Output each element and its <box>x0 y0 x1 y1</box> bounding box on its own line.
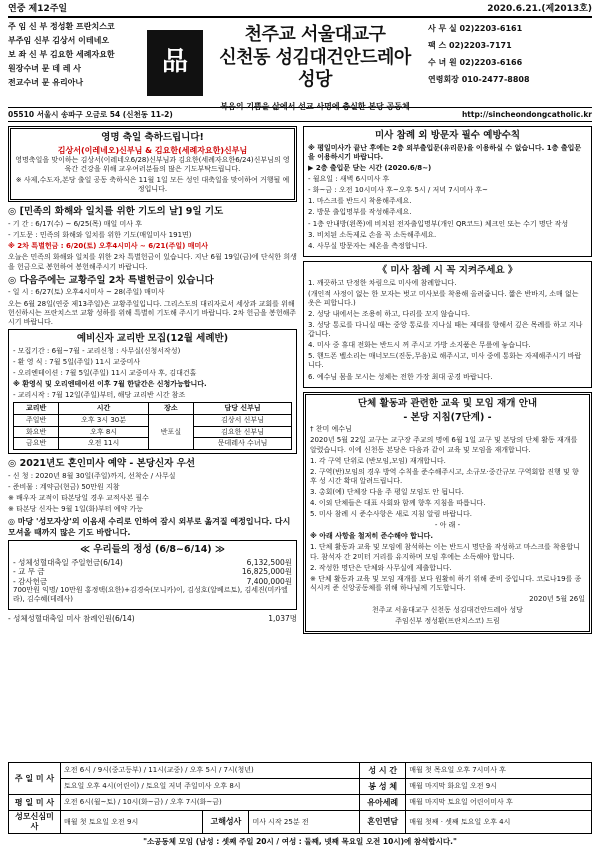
guidelines-body: 2020년 5월 22일 교구는 교구장 주교의 명에 6월 1일 교구 및 본당의 단체 활동 재개를 알렸습니다. 이에 신천동 본당은 다음과 같이 교육 및 모임을 재개합니다. <box>310 436 578 454</box>
table-cell: 오후 3시 30분 <box>59 414 148 426</box>
mass-rule: - 월요일 : 새벽 6시미사 후 <box>308 175 390 184</box>
etiquette-rule: 4. 미사 중 휴대 전화는 반드시 꺼 주시고 가방 소지품은 무릎에 놓습니다. <box>308 341 531 350</box>
etiquette-title: 《 미사 참례 시 꼭 지켜주세요 》 <box>377 264 518 276</box>
table-row <box>14 414 292 426</box>
mass-rule: ▶ 2층 출입문 닫는 시간 (2020.6/8~) <box>308 164 432 173</box>
schedule-label: 주 일 미 사 <box>9 763 61 795</box>
postal-address: 05510 서울시 송파구 오금로 54 (신천동 11-2) <box>8 110 173 119</box>
contact-convent: 수 녀 원 02)2203-6166 <box>428 58 523 67</box>
community-footnote: "소공동체 모임 (남성 : 셋째 주일 20시 / 여성 : 둘째, 넷째 목요일 오전 10시)에 참석합시다." <box>143 837 457 846</box>
diocese-title: 천주교 서울대교구 <box>244 24 386 45</box>
guideline-item: 1. 각 구역 단위로 (반모임,모임) 재개합니다. <box>310 456 446 465</box>
etiquette-rule: 3. 성당 통로를 다니실 때는 중앙 통로를 지나실 때는 제대를 향해서 깊은 목례를 하고 지나갑니다. <box>308 321 583 339</box>
table-row <box>9 779 592 795</box>
staff-line: 주 임 신 부 정성환 프란치스코 <box>8 22 115 31</box>
etiquette-rule: (개인적 사정이 없는 한 모자는 벗고 미사보를 착용해 올려줍니다. 짧은 반바지, 소매 없는 옷은 피합니다.) <box>308 289 579 307</box>
staff-list <box>8 18 140 107</box>
prayer-body: 오늘은 민족의 화해와 일치를 위한 2차 특별헌금이 있습니다. 지난 6월 19일(금)에 단식한 희생을 헌금으로 봉헌하여 봉헌해주시기 바랍니다. <box>8 253 297 271</box>
guidelines-intro: † 찬미 예수님 <box>310 425 352 434</box>
catechumen-line: - 환 영 식 : 7월 5일(주일) 11시 교중미사 <box>13 357 141 366</box>
catechumen-line: ※ 환영식 및 오리엔테이션 이후 7월 한달간은 신청가능합니다. <box>13 380 207 388</box>
schedule-label: 고해성사 <box>203 811 249 834</box>
header <box>8 16 592 111</box>
mass-rule: - 화~금 : 오전 10시미사 후~오후 5시 / 저녁 7시미사 후~ <box>308 186 488 195</box>
schedule-value: 미사 시작 25분 전 <box>249 811 360 834</box>
table-cell: 금요반 <box>14 438 59 450</box>
logo-glyph: 品 <box>161 47 188 78</box>
staff-line: 보 좌 신 부 김요한 세례자요한 <box>8 50 115 59</box>
parish-title: 신천동 성김대건안드레아 성당 <box>219 46 411 90</box>
mass-rule: 4. 사무실 방문자는 체온을 측정합니다. <box>308 241 428 250</box>
guideline-item: 4. 이외 단체들은 대표 사회와 함께 향후 지침을 따릅니다. <box>310 499 486 508</box>
issue-date: 2020.6.21.(제2013호) <box>487 4 592 14</box>
catechism-table <box>13 402 292 450</box>
wedding-line: - 신 청 : 2020년 8월 30일(주일)까지, 선착순 / 사무실 <box>8 472 176 481</box>
feast-title: 영명 축일 축하드립니다! <box>101 132 204 143</box>
statue-notice: ◎ 마당 '성모자상'의 이음새 수리로 인하여 잠시 외부로 옮겨질 예정입니다. 다시 모셔올 때까지 많은 기도 바랍니다. <box>8 517 291 537</box>
schedule-value: 매월 마지막 토요일 어린이미사 후 <box>406 795 592 811</box>
contact-funeral: 연령회장 010-2477-8808 <box>428 75 530 84</box>
prayer-line: - 기 간 : 6/17(수) ~ 6/25(목) 매일 미사 후 <box>8 220 142 229</box>
offering-label: - 성체성혈대축일 주일헌금(6/14) <box>13 558 123 568</box>
staff-line: 부주임 신부 김상서 이테네오 <box>8 36 110 45</box>
feast-box <box>8 126 297 202</box>
table-header: 교리반 <box>14 403 59 415</box>
contact-fax: 팩 스 02)2203-7171 <box>428 41 512 50</box>
schedule-value: 오전 6시(월~토) / 10시(화~금) / 오후 7시(화~금) <box>61 795 360 811</box>
table-cell: 주일반 <box>14 414 59 426</box>
schedule-label: 평 일 미 사 <box>9 795 61 811</box>
guideline-item: 2. 구역(반)모임의 경우 방역 수칙을 준수해주시고, 소규모·중간규모 구역회합 진행 및 향후 성 시간 확대 알려드립니다. <box>310 467 579 485</box>
guideline-item: 2. 작성한 명단은 단체와 사무실에 제출합니다. <box>310 563 452 572</box>
mass-rule: - 1층 안내방(왼쪽)에 비치된 전자출입명부(개인 QR코드) 체크인 또는 수기 명단 작성 <box>308 219 569 228</box>
offering-value: 6,132,500원 <box>246 558 292 568</box>
mass-rule: ※ 평일미사가 끝난 후에는 2층 외부출입문(유리문)을 이용하실 수 없습니다. 1층 출입문을 이용하시기 바랍니다. <box>308 143 582 161</box>
guidelines-body2: ※ 단체 활동과 교육 및 모임 재개를 보다 원활히 하기 위해 준비 중입니다. 코로나19를 종식시켜 준 신앙공동체를 위해 하나님께 기도합니다. <box>310 574 582 592</box>
schedule-value: 매월 첫 토요일 오전 9시 <box>61 811 203 834</box>
table-row <box>9 811 592 834</box>
guideline-item: 5. 미사 참례 시 준수사항은 새로 지침 알림 바랍니다. <box>310 510 472 519</box>
pope-sunday-line: - 일 시 : 6/27(토) 오후4시미사 ~ 28(주일) 매미사 <box>8 288 165 297</box>
etiquette-rule: 2. 성당 내에서는 조용히 하고, 다리를 꼬지 않습니다. <box>308 309 470 318</box>
guidelines-date: 2020년 5월 26일 <box>529 594 585 603</box>
attendance-label: - 성체성혈대축일 미사 참례인원(6/14) <box>8 614 135 624</box>
schedule-value: 매월 마지막 화요일 오전 9시 <box>406 779 592 795</box>
guideline-item: 3. 총회(예) 단체장 다음 주 평일 모임도 안 됩니다. <box>310 487 464 496</box>
website-link[interactable]: http://sincheondongcatholic.kr <box>461 110 592 119</box>
schedule-value: 매월 첫 목요일 오후 7시미사 후 <box>406 763 592 779</box>
staff-line: 원장수녀 문 데 레 사 <box>8 64 81 73</box>
guidelines-title: 단체 활동과 관련한 교육 및 모임 재개 안내 <box>357 397 538 409</box>
offering-row <box>13 567 292 576</box>
mass-rule: 2. 방문 출입명부를 작성해주세요. <box>308 208 412 217</box>
schedule-label: 성 시 간 <box>360 763 406 779</box>
schedule-value: 매월 첫째 · 셋째 토요일 오후 4시 <box>406 811 592 834</box>
prayer-line: - 기도문 : 민족의 화해와 일치를 위한 기도(매일미사 191면) <box>8 231 192 240</box>
offering-donors: 700만원 익명/ 10만원 홍정택(요한)+김경숙(모니카)이, 김성호(알베르토), 김세진(미카엘라), 김수혜(데레사) <box>13 586 288 604</box>
title-block <box>210 18 420 111</box>
catechumen-line: - 모집기간 : 6월~7월 - 교리신청 : 사무실(신청서작성) <box>13 346 181 355</box>
etiquette-rule: 6. 예수님 몸을 모시는 성체는 전한 가장 최대 공경 바랍니다. <box>308 372 493 381</box>
attendance-row <box>8 614 297 623</box>
table-cell: 김상서 신부님 <box>194 414 292 426</box>
guidelines-box <box>303 392 592 635</box>
table-header-row <box>14 403 292 415</box>
table-row <box>9 763 592 779</box>
right-column <box>303 126 592 762</box>
mass-schedule-table <box>8 762 592 834</box>
offering-label: - 교 무 금 <box>13 567 45 577</box>
wedding-line: ※ 배우자 교적이 타본당일 경우 교적사본 필수 <box>8 494 149 503</box>
table-cell: 오후 8시 <box>59 426 148 438</box>
offering-value: 7,400,000원 <box>246 576 292 586</box>
schedule-value: 오전 6시 / 9시(중고등부) / 11시(교중) / 오후 5시 / 7시(청년) <box>61 763 360 779</box>
table-cell-place: 반포실 <box>148 414 193 449</box>
special-collection: ※ 2차 특별헌금 : 6/20(토) 오후4시미사 ~ 6/21(주일) 매미사 <box>8 242 209 251</box>
mass-rules-title: 미사 참례 외 방문자 필수 예방수칙 <box>374 130 520 141</box>
catechumen-box <box>8 329 297 454</box>
schedule-value: 토요일 오후 4시(어린이) / 토요일 저녁 주일미사 오후 8시 <box>61 779 360 795</box>
etiquette-rule: 1. 깨끗하고 단정한 차림으로 미사에 참례합니다. <box>308 278 457 287</box>
offering-row <box>13 577 292 586</box>
offerings-box <box>8 540 297 610</box>
pope-sunday-body: 오는 6월 28일(연중 제13주일)은 교황주일입니다. 그리스도의 대리자로서 세상과 교회를 위해 헌신하시는 프란치스코 교황 성하를 위해 특별히 기도해 주시기 바랍니다. 2차 헌금을 봉헌해주시기 바랍니다. <box>8 299 297 326</box>
schedule-label: 유아세례 <box>360 795 406 811</box>
mass-rules-box <box>303 126 592 257</box>
table-row <box>9 795 592 811</box>
wedding-line: - 준비물 : 계약금(현금) 50만원 지참 <box>8 483 120 492</box>
content-columns <box>8 122 592 762</box>
feast-names: 김상서(이레네오)신부님 & 김요한(세례자요한)신부님 <box>57 145 248 155</box>
feast-note: ※ 사제,수도자,본당 출일 공동 축하식은 11월 1일 모든 성인 대축일을 맞이하여 거행될 예정입니다. <box>15 176 290 194</box>
guidelines-subtitle: - 본당 지침(7단계) - <box>403 411 492 423</box>
top-line <box>8 4 592 16</box>
parish-slogan: 복음의 기쁨을 삶에서 선교 사명에 충실한 본당 공동체 <box>220 101 410 111</box>
church-logo-icon <box>147 30 203 96</box>
table-header: 담당 신부님 <box>194 403 292 415</box>
catechumen-line: - 오리엔테이션 : 7월 5일(주일) 11시 교중미사 후, 김대건홀 <box>13 368 197 377</box>
guidelines-sign: 천주교 서울대교구 신천동 성김대건안드레아 성당 <box>372 605 523 614</box>
offering-value: 16,825,000원 <box>241 567 292 577</box>
table-cell: 오전 11시 <box>59 438 148 450</box>
attendance-value: 1,037명 <box>268 614 297 624</box>
catechumen-line: - 교리시작 : 7월 12일(주일)부터, 해당 교리반 시간 참조 <box>13 391 186 400</box>
offerings-title: ≪ 우리들의 정성 (6/8~6/14) ≫ <box>80 544 225 556</box>
guidelines-sub: - 아 래 - <box>434 521 461 530</box>
table-cell: 화요반 <box>14 426 59 438</box>
contact-office: 사 무 실 02)2203-6161 <box>428 24 523 33</box>
prayer-title: ◎ [민족의 화해와 일치를 위한 기도의 날] 9일 기도 <box>8 206 224 218</box>
left-column <box>8 126 297 762</box>
schedule-label: 혼인면담 <box>360 811 406 834</box>
contacts <box>420 18 592 107</box>
mass-rule: 3. 비치된 소독제로 손을 꼭 소독해주세요. <box>308 230 437 239</box>
etiquette-rule: 5. 핸드폰 벨소리는 매너모드(진동,무음)로 해주시고, 미사 중에 통화는 자제해주시기 바랍니다. <box>308 352 582 370</box>
guideline-item: 1. 단체 활동과 교육 및 모임에 참석하는 이는 반드시 명단을 작성하고 마스크를 착용합니다. 참석자 간 2미터 거리를 유지하며 모임 후에는 소독해야 합니다. <box>310 543 581 561</box>
table-cell: 김요한 신부님 <box>194 426 292 438</box>
wedding-line: ※ 타본당 신자는 9월 1일(화)부터 예약 가능 <box>8 505 144 514</box>
mass-rule: 1. 마스크를 반드시 착용해주세요. <box>308 197 412 206</box>
wedding-title: ◎ 2021년도 혼인미사 예약 - 본당신자 우선 <box>8 458 195 470</box>
table-header: 장소 <box>148 403 193 415</box>
feast-body: 영명축일을 맞이하는 김상서(이레네오6/28)신부님과 김요한(세례자요한6/24)신부님의 영육간 건강을 위해 교우여러분들의 많은 기도부탁드립니다. <box>15 155 290 173</box>
table-cell: 문데레사 수녀님 <box>194 438 292 450</box>
guidelines-sub-note: ※ 아래 사항을 철저히 준수해야 합니다. <box>310 532 434 541</box>
offering-label: - 감사헌금 <box>13 576 48 586</box>
table-header: 시간 <box>59 403 148 415</box>
schedule-label: 봉 성 체 <box>360 779 406 795</box>
staff-line: 전교수녀 문 유리아나 <box>8 78 84 87</box>
pope-sunday-title: ◎ 다음주에는 교황주일 2차 특별헌금이 있습니다 <box>8 274 214 286</box>
catechumen-title: 예비신자 교리반 모집(12월 세례반) <box>76 332 229 344</box>
schedule-label: 성모신심미사 <box>9 811 61 834</box>
liturgical-week: 연중 제12주일 <box>8 4 68 14</box>
guidelines-sign: 주임신부 정성환(프란치스코) 드림 <box>395 617 500 626</box>
etiquette-box <box>303 261 592 388</box>
church-logo <box>140 18 210 107</box>
